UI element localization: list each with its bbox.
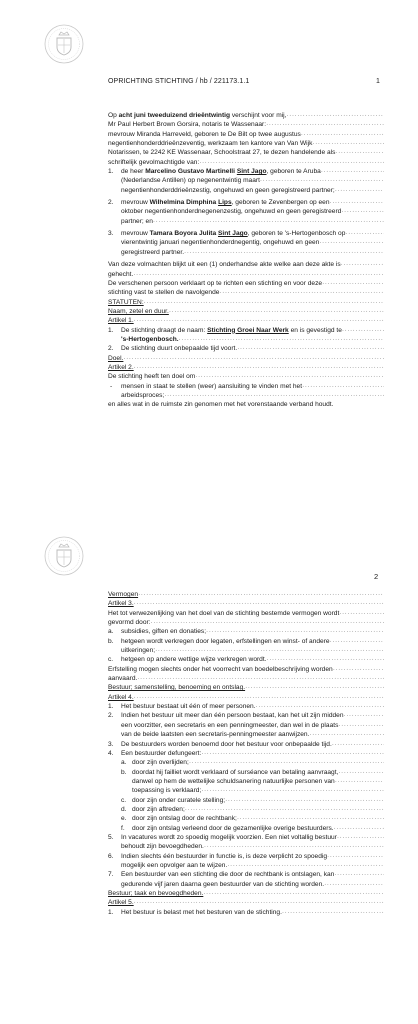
list-item: 6. Indien slechts één bestuurder in functie is, is deze verplicht zo spoedig ····· — [108, 852, 384, 861]
text-line: gedurende vijf jaren daarna geen bestuurder van de stichting worden. ····· — [108, 880, 384, 889]
text-line: mevrouw Miranda Harreveld, geboren te De Bilt op twee augustus ····· — [108, 130, 384, 139]
article-heading: Artikel 3. ····· — [108, 599, 384, 608]
page-header — [108, 78, 380, 85]
list-item: 3. De bestuurders worden benoemd door het bestuur voor onbepaalde tijd. ····· — [108, 740, 384, 749]
page-number: 2 — [374, 572, 379, 581]
list-item: - mensen in staat te stellen (weer) aansluiting te vinden met het ····· — [108, 382, 384, 391]
sub-list-item: e. door zijn ontslag door de rechtbank; ····· — [108, 814, 384, 823]
text-line: Notarissen, te 2242 KE Wassenaar, Schoolstraat 27, te dezen handelende als ····· — [108, 148, 384, 157]
text-line: Op acht juni tweeduizend drieëntwintig verschijnt voor mij, ····· — [108, 111, 384, 120]
sub-list-item: b. doordat hij failliet wordt verklaard of surséance van betaling aanvraagt, ····· — [108, 768, 384, 777]
section-heading: Doel. ····· — [108, 354, 384, 363]
notary-seal-icon — [44, 536, 84, 576]
text-line: negentienhonderddrieënzeventig, werkzaam ten kantore van Van Wijk ····· — [108, 139, 384, 148]
text-line: gehecht. ····· — [108, 270, 384, 279]
text-line: arbeidsproces; ····· — [108, 391, 384, 400]
text-line: mogelijk een opvolger aan te wijzen. ····· — [108, 861, 384, 870]
list-item: a. subsidies, giften en donaties; ····· — [108, 627, 384, 636]
text-line: danwel op hem de wettelijke schuldsanering natuurlijke personen van ····· — [108, 777, 384, 786]
text-line: en alles wat in de ruimste zin genomen met het vorenstaande verband houdt. — [108, 401, 334, 409]
text-line: partner; en ····· — [108, 217, 384, 226]
list-item: 3. mevrouw Tamara Boyora Julita Sint Jago, geboren te 's-Hertogenbosch op ····· — [108, 229, 384, 238]
list-item: 7. Een bestuurder van een stichting die door de rechtbank is ontslagen, kan ····· — [108, 870, 384, 879]
text-line: uitkeringen; ····· — [108, 646, 384, 655]
person-list — [108, 167, 384, 257]
list-item: 5. In vacatures wordt zo spoedig mogelijk voorzien. Een niet voltallig bestuur ····· — [108, 833, 384, 842]
list-item: c. hetgeen op andere wettige wijze verkregen wordt. ····· — [108, 655, 384, 664]
deed-text-page-2 — [108, 590, 384, 917]
deed-text — [108, 111, 384, 410]
article-heading: Artikel 2. ····· — [108, 363, 384, 372]
text-line: De verschenen persoon verklaart op te richten een stichting en voor deze ····· — [108, 279, 384, 288]
list-item: 1. de heer Marcelino Gustavo Martinelli Sint Jago, geboren te Aruba ····· — [108, 167, 384, 176]
article-heading: Artikel 4. ····· — [108, 693, 384, 702]
sub-list-item: f. door zijn ontslag verleend door de gezamenlijke overige bestuurders. ····· — [108, 824, 384, 833]
notary-seal-icon — [44, 24, 84, 64]
article-heading: Artikel 5. ····· — [108, 898, 384, 907]
section-heading: Vermogen ····· — [108, 590, 384, 599]
text-line: schriftelijk gevolmachtigde van: ····· — [108, 158, 384, 167]
section-heading: Bestuur; taak en bevoegdheden. ····· — [108, 889, 384, 898]
text-line: 's-Hertogenbosch. ····· — [108, 335, 384, 344]
text-line: negentienhonderddrieënzestig, ongehuwd en geen geregistreerd partner; ····· — [108, 186, 384, 195]
text-line: oktober negentienhonderdnegenenzestig, ongehuwd en geen geregistreerd ····· — [108, 207, 384, 216]
list-item: 2. Indien het bestuur uit meer dan één persoon bestaat, kan het uit zijn midden ····· — [108, 711, 384, 720]
text-line: van de beide laatsten een secretaris-penningmeester aanwijzen. ····· — [108, 730, 384, 739]
text-line: behoudt zijn bevoegdheden. ····· — [108, 842, 384, 851]
section-heading: Naam, zetel en duur. ····· — [108, 307, 384, 316]
text-line: Van deze volmachten blijkt uit een (1) onderhandse akte welke aan deze akte is ····· — [108, 260, 384, 269]
text-line: (Nederlandse Antillen) op negenentwintig maart ····· — [108, 176, 384, 185]
list-item: 2. De stichting duurt onbepaalde tijd voort. ····· — [108, 344, 384, 353]
page-number: 1 — [376, 78, 380, 85]
text-line: Het tot verwezenlijking van het doel van de stichting bestemde vermogen wordt ····· — [108, 609, 384, 618]
sub-list-item: d. door zijn aftreden; ····· — [108, 805, 384, 814]
list-item: 1. De stichting draagt de naam: Stichting Groei Naar Werk en is gevestigd te ····· — [108, 326, 384, 335]
text-line: een voorzitter, een secretaris en een penningmeester, dan wel in de plaats ····· — [108, 721, 384, 730]
text-line: Mr Paul Herbert Brown Gorsira, notaris te Wassenaar: ····· — [108, 120, 384, 129]
sub-list-item: a. door zijn overlijden; ····· — [108, 758, 384, 767]
list-item: 4. Een bestuurder defungeert: ····· — [108, 749, 384, 758]
text-line: stichting vast te stellen de navolgende ····· — [108, 288, 384, 297]
text-line: geregistreerd partner. ····· — [108, 248, 384, 257]
text-line: toepassing is verklaard; ····· — [108, 786, 384, 795]
text-line: Erfstelling mogen slechts onder het voorrecht van boedelbeschrijving worden ····· — [108, 665, 384, 674]
list-item: 1. Het bestuur is belast met het besturen van de stichting. ····· — [108, 908, 384, 917]
section-heading: STATUTEN: ····· — [108, 298, 384, 307]
sub-list-item: c. door zijn onder curatele stelling; ····· — [108, 796, 384, 805]
text-line: De stichting heeft ten doel om ····· — [108, 372, 384, 381]
article-heading: Artikel 1. ····· — [108, 316, 384, 325]
text-line: vierentwintig januari negentienhonderdnegentig, ongehuwd en geen ····· — [108, 238, 384, 247]
text-line: gevormd door: ····· — [108, 618, 384, 627]
section-heading: Bestuur; samenstelling, benoeming en ontslag. ····· — [108, 683, 384, 692]
document-title: OPRICHTING STICHTING / hb / 221173.1.1 — [108, 78, 250, 85]
list-item: 1. Het bestuur bestaat uit één of meer personen. ····· — [108, 702, 384, 711]
text-line: aanvaard. ····· — [108, 674, 384, 683]
list-item: b. hetgeen wordt verkregen door legaten, erfstellingen en winst- of andere ····· — [108, 637, 384, 646]
list-item: 2. mevrouw Wilhelmina Dimphina Lips, geboren te Zevenbergen op een ····· — [108, 198, 384, 207]
